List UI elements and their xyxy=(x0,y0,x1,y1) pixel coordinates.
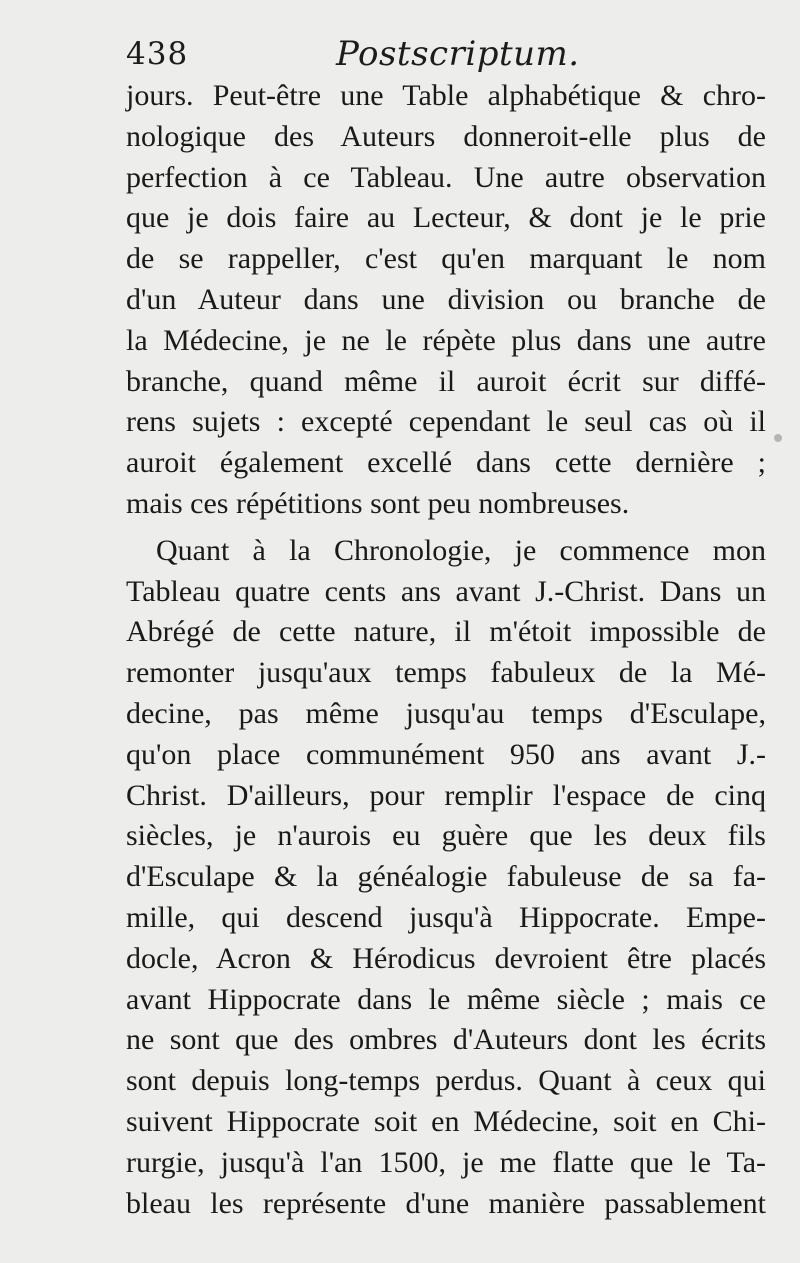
text-line: nologique des Auteurs donneroit-elle plus de xyxy=(126,119,766,153)
body-text xyxy=(126,76,766,1224)
text-line: Christ. D'ailleurs, pour remplir l'espace de cinq xyxy=(126,778,766,812)
text-line: docle, Acron & Hérodicus devroient être placés xyxy=(126,941,766,975)
text-line: rurgie, jusqu'à l'an 1500, je me flatte que le Ta- xyxy=(126,1145,766,1179)
text-line: auroit également excellé dans cette dernière ; xyxy=(126,446,766,480)
text-line: de se rappeller, c'est qu'en marquant le nom xyxy=(126,242,766,276)
text-line: bleau les représente d'une manière passablement xyxy=(126,1186,766,1220)
text-line: sont depuis long-temps perdus. Quant à ceux qui xyxy=(126,1064,766,1098)
text-line: mille, qui descend jusqu'à Hippocrate. Empe- xyxy=(126,900,766,934)
text-line: d'un Auteur dans une division ou branche de xyxy=(126,282,766,316)
paper-blemish xyxy=(774,434,782,442)
text-line: que je dois faire au Lecteur, & dont je le prie xyxy=(126,201,766,235)
text-line: avant Hippocrate dans le même siècle ; mais ce xyxy=(126,982,766,1016)
text-line: Tableau quatre cents ans avant J.-Christ. Dans un xyxy=(126,574,766,608)
text-line: jours. Peut-être une Table alphabétique & chro- xyxy=(126,79,766,112)
running-title: Postscriptum. xyxy=(336,34,580,74)
text-line: ne sont que des ombres d'Auteurs dont les écrits xyxy=(126,1023,766,1057)
page-number: 438 xyxy=(126,36,189,72)
text-line: decine, pas même jusqu'au temps d'Esculape, xyxy=(126,696,766,730)
paragraph-1 xyxy=(126,76,766,525)
text-line: rens sujets : excepté cependant le seul cas où il xyxy=(126,405,766,439)
text-line: suivent Hippocrate soit en Médecine, soit en Chi- xyxy=(126,1104,766,1138)
text-line: branche, quand même il auroit écrit sur diffé- xyxy=(126,364,766,398)
text-line: siècles, je n'aurois eu guère que les deux fils xyxy=(126,819,766,853)
text-line: la Médecine, je ne le répète plus dans une autre xyxy=(126,323,766,357)
text-line: remonter jusqu'aux temps fabuleux de la Mé- xyxy=(126,656,766,690)
text-line: mais ces répétitions sont peu nombreuses. xyxy=(126,486,630,520)
text-line: Abrégé de cette nature, il m'étoit impossible de xyxy=(126,615,766,649)
text-line: d'Esculape & la généalogie fabuleuse de sa fa- xyxy=(126,860,766,894)
text-line: Quant à la Chronologie, je commence mon xyxy=(156,533,766,567)
text-line: qu'on place communément 950 ans avant J.- xyxy=(126,737,766,771)
text-line: perfection à ce Tableau. Une autre observation xyxy=(126,160,766,194)
paragraph-2 xyxy=(126,531,766,1225)
